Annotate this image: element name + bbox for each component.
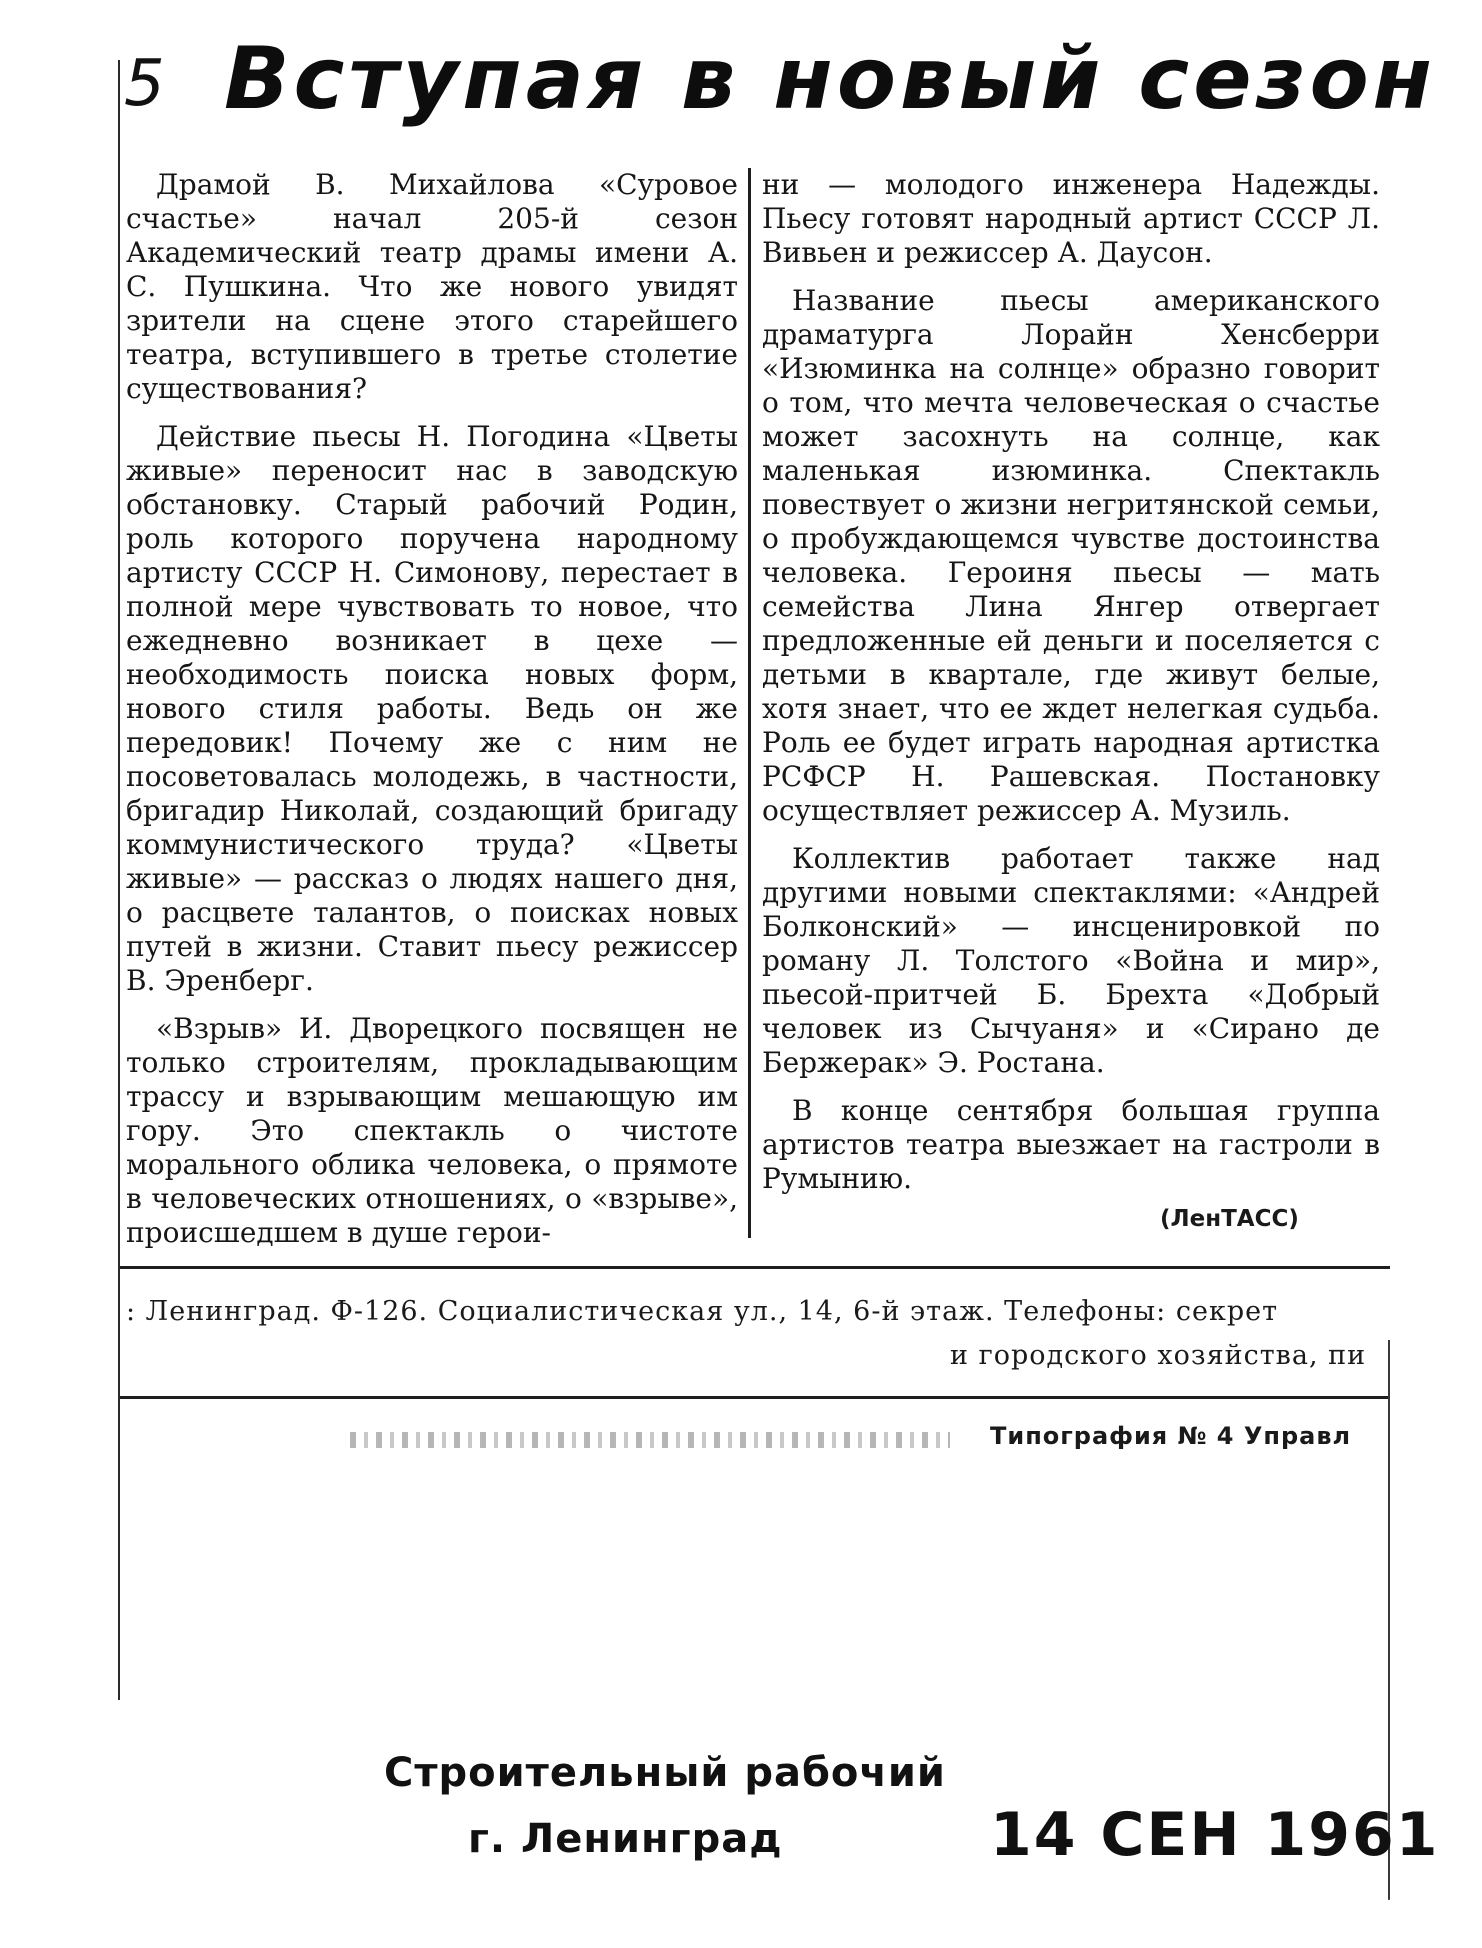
- paragraph: ни — молодого инженера Надежды. Пьесу готовят народный артист СССР Л. Вивьен и режиссер А. Даусон.: [762, 168, 1380, 269]
- stamp-newspaper-name: Строительный рабочий: [384, 1750, 946, 1796]
- headline: Вступая в новый сезон: [224, 29, 1437, 129]
- paragraph: Действие пьесы Н. Погодина «Цветы живые» переносит нас в заводскую обстановку. Старый рабочий Родин, роль которого поручена народному артисту СССР Н. Симонову, перестает в полной мере чувствовать то новое, что ежедневно возникает в цехе — необходимость поиска новых форм, нового стиля работы. Ведь он же передовик! Почему же с ним не посоветовалась молодежь, в частности, бригадир Николай, создающий бригаду коммунистического труда? «Цветы живые» — рассказ о людях нашего дня, о расцвете талантов, о поисках новых путей в жизни. Ставит пьесу режиссер В. Эренберг.: [126, 420, 738, 997]
- article-right-column: [762, 168, 1380, 1210]
- divider-rule: [120, 1396, 1390, 1399]
- printer-info: Типография № 4 Управл: [990, 1422, 1352, 1450]
- footer-address-continued: и городского хозяйства, пи: [950, 1340, 1367, 1371]
- paragraph: Коллектив работает также над другими новыми спектаклями: «Андрей Болконский» — инсценировкой по роману Л. Толстого «Война и мир», пьесой-притчей Б. Брехта «Добрый человек из Сычуаня» и «Сирано де Бержерак» Э. Ростана.: [762, 842, 1380, 1079]
- page-number: 5: [124, 47, 165, 121]
- footer-address: : Ленинград. Ф-126. Социалистическая ул., 14, 6-й этаж. Телефоны: секрет: [126, 1296, 1279, 1327]
- news-source: (ЛенТАСС): [1160, 1206, 1299, 1232]
- paragraph: В конце сентября большая группа артистов театра выезжает на гастроли в Румынию.: [762, 1094, 1380, 1195]
- paragraph: Драмой В. Михайлова «Суровое счастье» начал 205-й сезон Академический театр драмы имени А. С. Пушкина. Что же нового увидят зрители на сцене этого старейшего театра, вступившего в третье столетие существования?: [126, 168, 738, 405]
- article-left-column: [126, 168, 738, 1264]
- column-divider: [748, 168, 751, 1238]
- paragraph: «Взрыв» И. Дворецкого посвящен не только строителям, прокладывающим трассу и взрывающим мешающую им гору. Это спектакль о чистоте морального облика человека, о прямоте в человеческих отношениях, о «взрыве», происшедшем в душе герои-: [126, 1012, 738, 1249]
- divider-rule: [120, 1266, 1390, 1269]
- paragraph: Название пьесы американского драматурга Лорайн Хенсберри «Изюминка на солнце» образно говорит о том, что мечта человеческая о счастье может засохнуть на солнце, как маленькая изюминка. Спектакль повествует о жизни негритянской семьи, о пробуждающемся чувстве достоинства человека. Героиня пьесы — мать семейства Лина Янгер отвергает предложенные ей деньги и поселяется с детьми в квартале, где живут белые, хотя знает, что ее ждет нелегкая судьба. Роль ее будет играть народная артистка РСФСР Н. Рашевская. Постановку осуществляет режиссер А. Музиль.: [762, 284, 1380, 827]
- illegible-smudge: [350, 1432, 950, 1448]
- clipping-left-edge: [118, 60, 120, 1700]
- date-stamp: 14 СЕН 1961: [990, 1800, 1440, 1870]
- stamp-city: г. Ленинград: [468, 1816, 783, 1862]
